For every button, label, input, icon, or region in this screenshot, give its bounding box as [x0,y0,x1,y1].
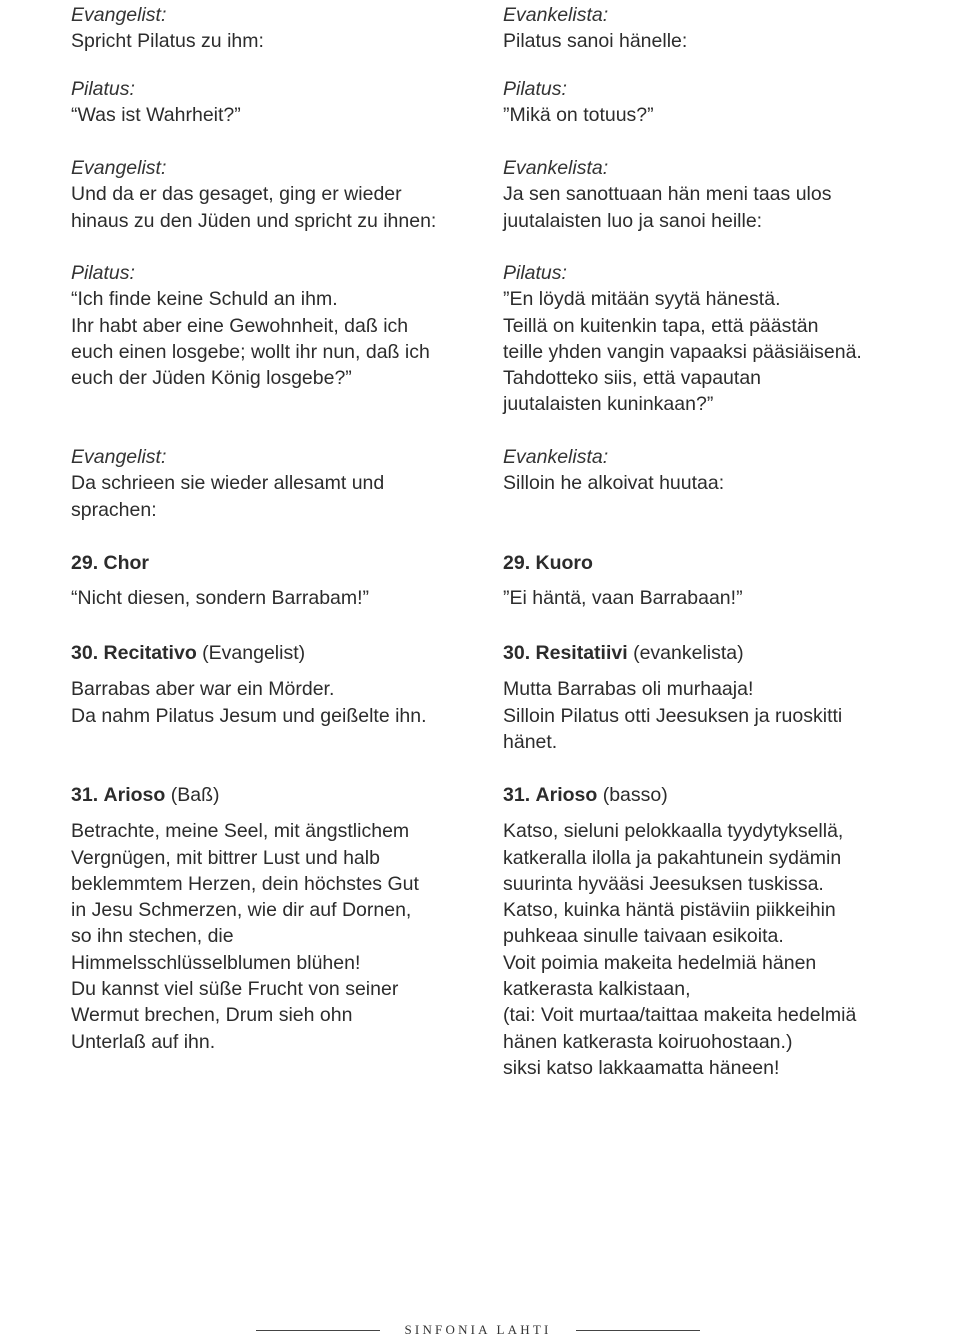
text-line: Wermut brechen, Drum sieh ohn [71,1004,353,1027]
text-line: siksi katso lakkaamatta häneen! [503,1056,780,1079]
text-line: Voit poimia makeita hedelmiä hänen [503,951,817,974]
text-line: sprachen: [71,498,157,521]
text-line: suurinta hyvääsi Jeesuksen tuskissa. [503,872,824,895]
text-line: hinaus zu den Jüden und spricht zu ihnen: [71,209,437,232]
speaker-label: Pilatus: [71,78,135,100]
text-line: “Was ist Wahrheit?” [71,104,241,127]
text-line: Barrabas aber war ein Mörder. [71,678,335,701]
fi-block-5 [503,444,923,497]
text-line: euch einen losgebe; wollt ihr nun, daß ich [71,340,430,363]
section-number: 31. [71,784,99,806]
section-qualifier: (Evangelist) [202,642,306,664]
de-block-4 [71,260,491,391]
section-name: Recitativo [103,642,197,664]
fi-section-31 [503,782,923,1081]
speaker-label: Evankelista: [503,157,609,179]
text-line: Tahdotteko siis, että vapautan [503,367,762,390]
text-line: Katso, kuinka häntä pistäviin piikkeihin [503,899,836,922]
section-qualifier: (Baß) [170,784,220,806]
section-name: Chor [103,552,150,574]
fi-block-4 [503,260,923,418]
text-line: katkerasta kalkistaan, [503,978,691,1001]
text-line: “Ich finde keine Schuld an ihm. [71,288,338,311]
footer-rule-right [576,1330,700,1331]
text-line: teille yhden vangin vapaaksi pääsiäisenä. [503,340,862,363]
text-line: Spricht Pilatus zu ihm: [71,30,264,53]
fi-block-2 [503,76,923,129]
text-line: Da schrieen sie wieder allesamt und [71,472,385,495]
de-block-1 [71,2,491,55]
speaker-label: Evankelista: [503,4,609,26]
section-name: Resitatiivi [535,642,628,664]
speaker-label: Pilatus: [503,78,567,100]
section-heading [503,782,923,808]
text-line: Betrachte, meine Seel, mit ängstlichem [71,820,410,843]
footer-brand: SINFONIA LAHTI [404,1322,552,1337]
section-heading [71,550,491,576]
de-block-5 [71,444,491,523]
section-name: Arioso [535,784,598,806]
fi-section-30 [503,640,923,755]
section-name: Arioso [103,784,166,806]
de-block-2 [71,76,491,129]
section-name: Kuoro [535,552,593,574]
text-line: so ihn stechen, die [71,925,234,948]
text-line: beklemmtem Herzen, dein höchstes Gut [71,872,419,895]
section-number: 30. [503,642,531,664]
page-footer [0,1318,960,1342]
text-line: (tai: Voit murtaa/taittaa makeita hedelmiä [503,1004,857,1027]
text-line: in Jesu Schmerzen, wie dir auf Dornen, [71,899,412,922]
text-line: Unterlaß auf ihn. [71,1030,216,1053]
text-line: ”En löydä mitään syytä hänestä. [503,288,781,311]
text-line: Vergnügen, mit bittrer Lust und halb [71,846,380,869]
de-section-30 [71,640,491,729]
text-line: juutalaisten luo ja sanoi heille: [503,209,763,232]
section-heading [71,640,491,666]
text-line: Ihr habt aber eine Gewohnheit, daß ich [71,314,409,337]
text-line: Himmelsschlüsselblumen blühen! [71,951,361,974]
section-number: 29. [71,552,99,574]
speaker-label: Evangelist: [71,446,167,468]
speaker-label: Evankelista: [503,446,609,468]
text-line: “Nicht diesen, sondern Barrabam!” [71,587,370,610]
text-line: Mutta Barrabas oli murhaaja! [503,678,754,701]
text-line: Da nahm Pilatus Jesum und geißelte ihn. [71,704,427,727]
text-line: ”Mikä on totuus?” [503,104,654,127]
speaker-label: Pilatus: [503,262,567,284]
de-section-31 [71,782,491,1055]
text-line: juutalaisten kuninkaan?” [503,393,714,416]
speaker-label: Pilatus: [71,262,135,284]
section-number: 29. [503,552,531,574]
section-qualifier: (evankelista) [633,642,744,664]
text-line: ”Ei häntä, vaan Barrabaan!” [503,587,743,610]
section-number: 30. [71,642,99,664]
text-line: Und da er das gesaget, ging er wieder [71,183,402,206]
fi-block-1 [503,2,923,55]
text-line: hänen katkerasta koiruohostaan.) [503,1030,793,1053]
text-line: euch der Jüden König losgebe?” [71,367,352,390]
section-heading [71,782,491,808]
text-line: Du kannst viel süße Frucht von seiner [71,978,399,1001]
text-line: puhkeaa sinulle taivaan esikoita. [503,925,784,948]
fi-block-3 [503,155,923,234]
de-section-29 [71,550,491,612]
text-line: Silloin he alkoivat huutaa: [503,472,725,495]
section-heading [503,550,923,576]
section-heading [503,640,923,666]
speaker-label: Evangelist: [71,4,167,26]
speaker-label: Evangelist: [71,157,167,179]
text-line: Silloin Pilatus otti Jeesuksen ja ruoskitti [503,704,843,727]
text-line: Ja sen sanottuaan hän meni taas ulos [503,183,832,206]
text-line: Teillä on kuitenkin tapa, että päästän [503,314,819,337]
section-qualifier: (basso) [602,784,668,806]
text-line: Katso, sieluni pelokkaalla tyydytyksellä, [503,820,844,843]
text-line: hänet. [503,730,558,753]
text-line: Pilatus sanoi hänelle: [503,30,688,53]
text-line: katkeralla ilolla ja pakahtunein sydämin [503,846,842,869]
de-block-3 [71,155,491,234]
section-number: 31. [503,784,531,806]
fi-section-29 [503,550,923,612]
footer-rule-left [256,1330,380,1331]
